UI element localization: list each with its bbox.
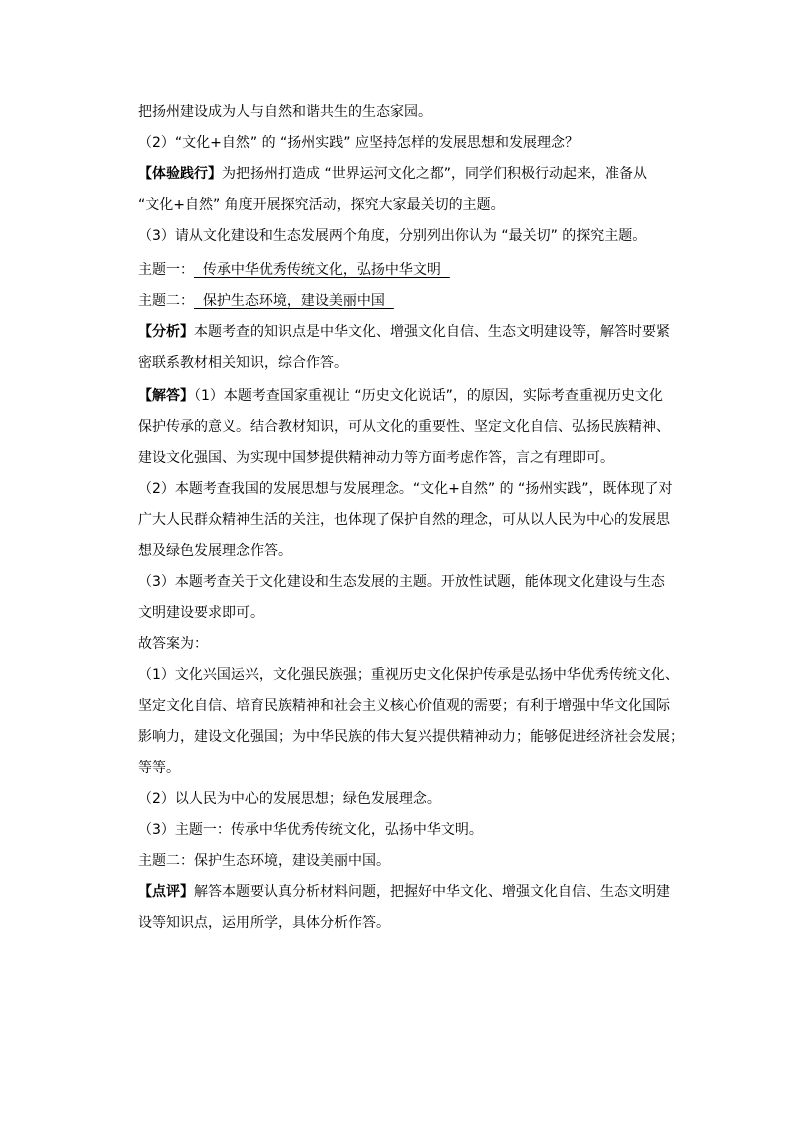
theme-one-answer: 传承中华优秀传统文化，弘扬中华文明 [194, 262, 450, 278]
theme-one-row [138, 261, 698, 279]
text-line: 广大人民群众精神生活的关注，也体现了保护自然的理念，可从以人民为中心的发展思 [138, 512, 670, 528]
question-3: （3）请从文化建设和生态发展两个角度，分别列出你认为 “最关切” 的探究主题。 [138, 228, 647, 244]
section-text: （1）本题考查国家重视让 “历史文化说话”，的原因，实际考查重视历史文化 [194, 388, 663, 404]
text-line: 想及绿色发展理念作答。 [138, 543, 292, 559]
text-line: （3）主题一：传承中华优秀传统文化，弘扬中华文明。 [138, 822, 483, 838]
text-line: 密联系教材相关知识，综合作答。 [138, 355, 348, 371]
theme-two-answer: 保护生态环境，建设美丽中国 [194, 293, 394, 309]
text-line: 影响力，建设文化强国；为中华民族的伟大复兴提供精神动力；能够促进经济社会发展； [138, 729, 684, 745]
text-line: 把扬州建设成为人与自然和谐共生的生态家园。 [138, 104, 432, 120]
analysis-section [138, 323, 698, 341]
section-tag: 【体验践行】 [138, 166, 222, 182]
theme-two-row [138, 292, 698, 310]
text-line: （3）本题考查关于文化建设和生态发展的主题。开放性试题，能体现文化建设与生态 [138, 574, 665, 590]
text-line: 设等知识点，运用所学，具体分析作答。 [138, 915, 390, 931]
text-line: （2）本题考查我国的发展思想与发展理念。“文化+自然” 的 “扬州实践”，既体现了对 [138, 481, 673, 497]
section-text: 为把扬州打造成 “世界运河文化之都”，同学们积极行动起来，准备从 [222, 166, 647, 182]
theme-two-label: 主题二： [138, 293, 194, 309]
section-tag: 【点评】 [138, 884, 194, 900]
section-text: 本题考查的知识点是中华文化、增强文化自信、生态文明建设等，解答时要紧 [194, 324, 670, 340]
section-tag: 【分析】 [138, 324, 194, 340]
text-line: （1）文化兴国运兴，文化强民族强；重视历史文化保护传承是弘扬中华优秀传统文化、 [138, 667, 679, 683]
text-line: 坚定文化自信、培育民族精神和社会主义核心价值观的需要；有利于增强中华文化国际 [138, 698, 670, 714]
text-line: 建设文化强国、为实现中国梦提供精神动力等方面考虑作答，言之有理即可。 [138, 450, 614, 466]
section-text: 解答本题要认真分析材料问题，把握好中华文化、增强文化自信、生态文明建 [194, 884, 670, 900]
text-line: 主题二：保护生态环境，建设美丽中国。 [138, 853, 390, 869]
text-line: 保护传承的意义。结合教材知识，可从文化的重要性、坚定文化自信、弘扬民族精神、 [138, 419, 670, 435]
question-2: （2）“文化+自然” 的 “扬州实践” 应坚持怎样的发展思想和发展理念？ [138, 135, 579, 151]
text-line: “文化+自然” 角度开展探究活动，探究大家最关切的主题。 [138, 197, 505, 213]
text-line: 文明建设要求即可。 [138, 605, 264, 621]
theme-one-label: 主题一： [138, 262, 194, 278]
text-line: 等等。 [138, 760, 180, 776]
text-line: （2）以人民为中心的发展思想；绿色发展理念。 [138, 791, 441, 807]
comment-section [138, 883, 698, 901]
practice-section [138, 165, 698, 183]
section-tag: 【解答】 [138, 388, 194, 404]
answer-section [138, 387, 698, 405]
answer-lead: 故答案为： [138, 636, 208, 652]
